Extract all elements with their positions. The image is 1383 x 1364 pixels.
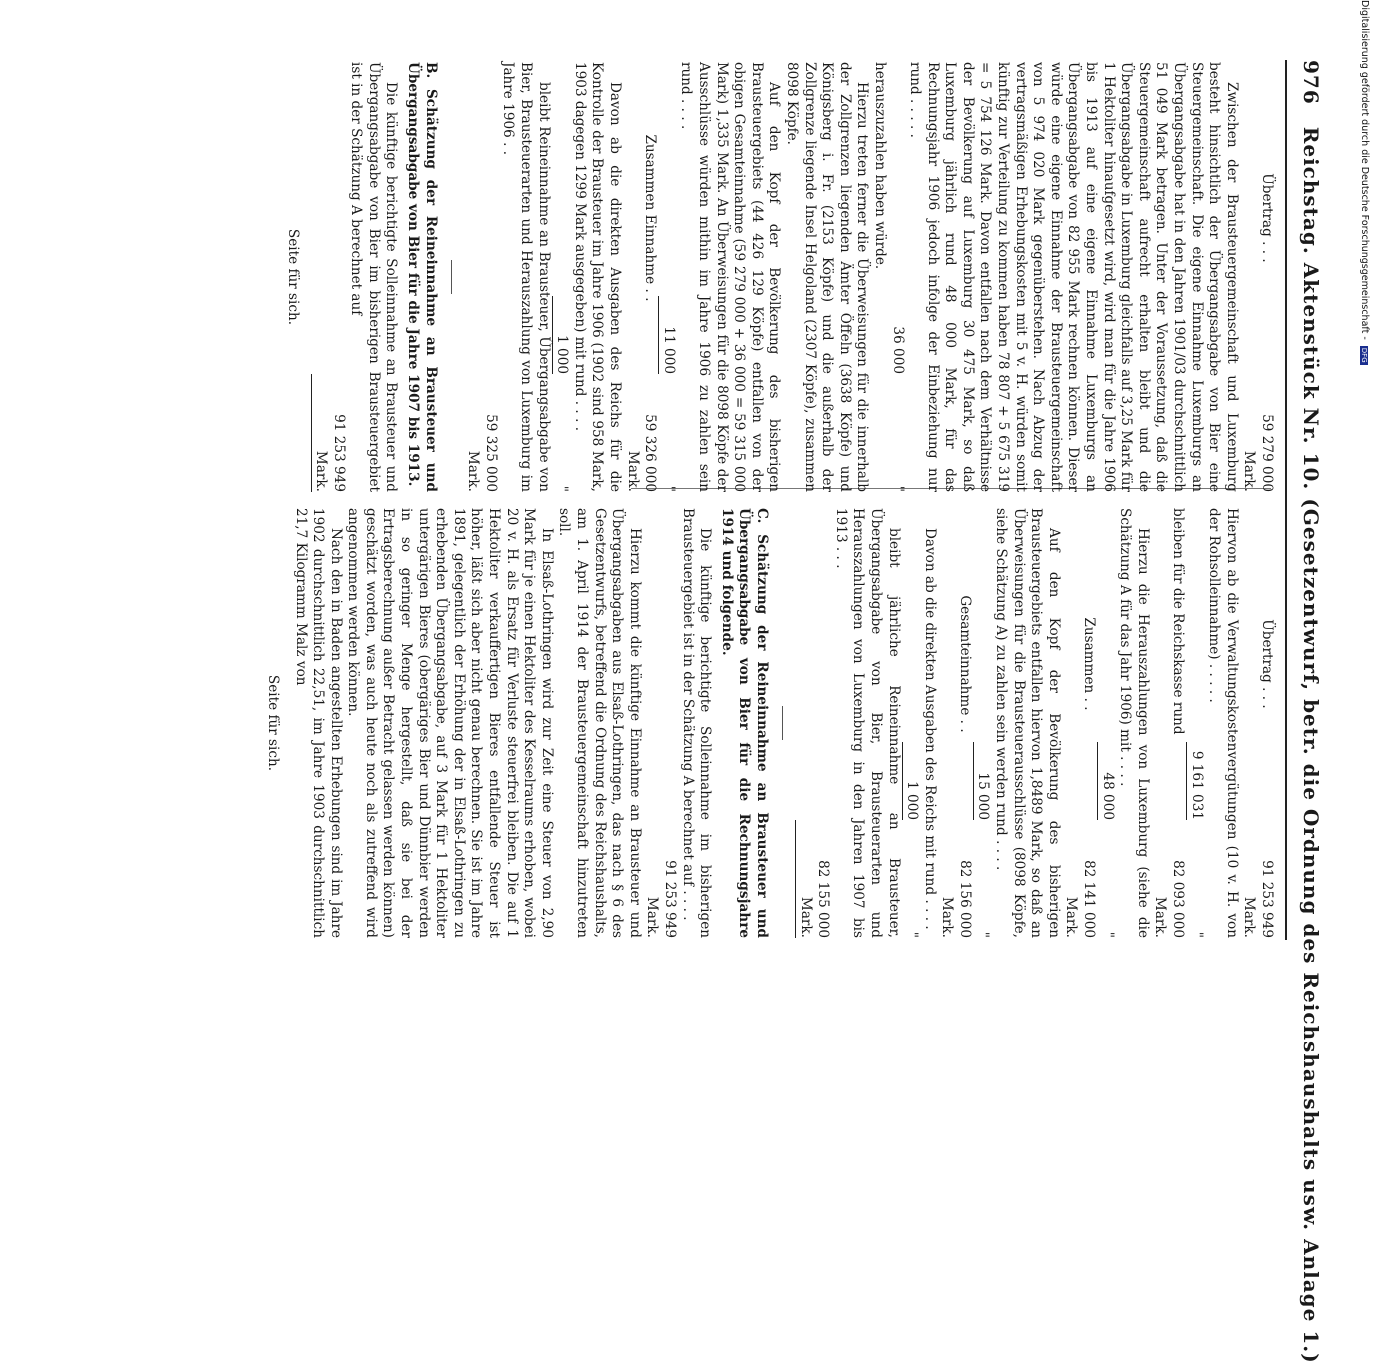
paragraph: bleibt jährliche Reineinnahme an Brausteuer, Übergangsabgabe von Bier, Brausteuerarten und Herauszahlungen von Luxemburg in den Jahren 1907 bis 1913 . . . xyxy=(832,508,902,938)
paragraph: Davon ab die direkten Ausgaben des Reichs für die Kontrolle der Brausteuer im Jahre 1906 (1902 sind 958 Mark, 1903 dagegen 1299 Mark ausgegeben) mit rund . . . . xyxy=(571,62,624,492)
carry-over-row: Übertrag . . . 59 279 000 Mark. xyxy=(1241,173,1275,492)
section-heading: C. Schätzung der Reineinnahme an Brausteuer und Übergangsabgabe von Bier für die Rechnungsjahre 1914 und folgende. xyxy=(718,508,770,938)
divider xyxy=(451,260,452,294)
page-title: Reichstag. Aktenstück Nr. 10. (Gesetzentwurf, betr. die Ordnung des Reichshaushalts usw. Anlage 1.) xyxy=(1299,126,1323,1364)
paragraph: In Elsaß-Lothringen wird zur Zeit eine Steuer von 2,90 Mark für je einen Hektoliter des Kesselraums erhoben, wobei 20 v. H. als Ersatz für Verluste steuerfrei bleiben. Die auf 1 Hektoliter verkauffertigen Bieres entfallende Steuer ist höher, läßt sich aber nicht genau berechnen. Sie ist im Jahre 1891, gelegentlich der Erhöhung der in Elsaß-Lothringen zu erhebenden Übergangsabgabe, auf 3 Mark für 1 Hektoliter untergärigen Bieres (obergäriges Bier und Dünnbier werden in so geringer Menge hergestellt, daß sie bei der Ertragsberechnung außer Betracht gelassen werden können) geschätzt worden, was auch heute noch als zutreffend wird angenommen werden können. xyxy=(345,508,555,938)
page-footer: Seite für sich. xyxy=(284,228,301,326)
carry-over-row: Übertrag . . . 91 253 949 Mark. xyxy=(1241,619,1275,938)
paragraph: Auf den Kopf der Bevölkerung des bisherigen Brausteuergebiets (44 426 129 Köpfe) entfallen von der obigen Gesamteinnahme (59 279 000 + 36 000 = 59 315 000 Mark) 1,335 Mark. An Überweisungen für die 8098 Köpfe der Ausschlüsse würden mithin im Jahre 1906 zu zahlen sein rund . . . . xyxy=(678,62,783,492)
digitization-credit: Digitalisierung gefördert durch die Deutsche Forschungsgemeinschaft - DFG xyxy=(1359,0,1370,363)
paragraph: bleibt Reineinnahme an Brausteuer, Übergangsabgabe von Bier, Brausteuerarten und Herauszahlung von Luxemburg im Jahre 1906 . . xyxy=(500,62,552,492)
page-header xyxy=(1299,60,1323,1364)
total-row: Zusammen . . 82 141 000 Mark. xyxy=(1063,617,1098,938)
page-footer: Seite für sich. xyxy=(264,674,281,772)
paragraph: Hierzu treten ferner die Überweisungen für die innerhalb der Zollgrenzen liegenden Ämter Öffeln (3638 Köpfe) und Königsberg i. Fr. (2153 Köpfe) und die außerhalb der Zollgrenze liegende Insel Helgoland (2307 Köpfe), zusammen 8098 Köpfe. xyxy=(783,62,871,492)
paragraph: Hiervon ab die Verwaltungskostenvergütungen (10 v. H. von der Rohsolleinnahme) . . . . . xyxy=(1206,508,1240,938)
page-number: 976 xyxy=(1299,60,1323,105)
paragraph: Auf den Kopf der Bevölkerung des bisherigen Brausteuergebiets entfallen hiervon 1,8489 Mark, so daß an Überweisungen für die Brausteuerausschlüsse (8098 Köpfe, siehe Schätzung A) zu zahlen sein werden rund . . . . xyxy=(993,508,1062,938)
dfg-logo-icon: DFG xyxy=(1360,347,1368,363)
paragraph: Davon ab die direkten Ausgaben des Reichs mit rund . . . . xyxy=(921,528,938,930)
divider xyxy=(782,706,783,740)
paragraph: Nach den in Baden angestellten Erhebungen sind im Jahre 1902 durchschnittlich 22,51, im Jahre 1903 durchschnittlich 21,7 Kilogramm Malz von xyxy=(292,508,344,938)
total-row: Zusammen Einnahme . . 59 326 000 Mark. xyxy=(624,134,659,492)
section-heading: B. Schätzung der Reineinnahme an Brausteuer und Übergangsabgabe von Bier für die Jahre 1907 bis 1913. xyxy=(405,62,439,492)
paragraph: Die künftige berichtigte Solleinnahme im bisherigen Brausteuergebiet ist in der Schätzung A berechnet auf . . . . xyxy=(679,508,714,938)
header-rule xyxy=(1285,60,1287,940)
paragraph: Hierzu kommt die künftige Einnahme an Brausteuer und Übergangsabgaben aus Elsaß-Lothringen, das nach § 6 des Gesetzentwurfs, betreffend die Ordnung des Reichshaushalts, am 1. April 1914 der Brausteuergemeinschaft hinzutreten soll. xyxy=(556,508,643,938)
right-column: Übertrag . . . 91 253 949 Mark. Hiervon ab die Verwaltungskostenvergütungen (10 v. H. von der Rohsolleinnahme) . . . . . 9 161 031 " bleiben für die Reichskasse rund 82 093 000 Mark. Hierzu die Herauszahlungen von Luxemburg (siehe die Schätzung A für das Jahr 1906) mit . . . . 48 000 " Zusammen . . 82 141 000 Mark. Auf den Kopf der Bevölkerung des bisherigen Brausteuergebiets entfallen hiervon 1,8489 Mark, so daß an Überweisungen für die Brausteuerausschlüsse (8098 Köpfe, siehe Schätzung A) zu zahlen sein werden rund . . . . 15 000 " Gesamteinnahme . . 82 156 000 Mark. Davon ab die direkten Ausgaben des Reichs mit rund . . . . 1 000 " bleibt jährliche Reineinnahme an Brausteuer, Übergangsabgabe von Bier, Brausteuerarten und Herauszahlungen von Luxemburg in den Jahren 1907 bis 1913 . . . 82 155 000 Mark. C. Schätzung der Reineinnahme an Brausteuer und Übergangsabgabe von Bier für die Rechnungsjahre 1914 und folgende. Die künftige berichtigte Solleinnahme im bisherigen Brausteuergebiet ist in der Schätzung A berechnet auf . . . . 91 253 949 Mark. Hierzu kommt die künftige Einnahme an Brausteuer und Übergangsabgaben aus Elsaß-Lothringen, das nach § 6 des Gesetzentwurfs, betreffend die Ordnung des Reichshaushalts, am 1. April 1914 der Brausteuergemeinschaft hinzutreten soll. In Elsaß-Lothringen wird zur Zeit eine Steuer von 2,90 Mark für je einen Hektoliter des Kesselraums erhoben, wobei 20 v. H. als Ersatz für Verluste steuerfrei bleiben. Die auf 1 Hektoliter verkauffertigen Bieres entfallende Steuer ist höher, läßt sich aber nicht genau berechnen. Sie ist im Jahre 1891, gelegentlich der Erhöhung der in Elsaß-Lothringen zu erhebenden Übergangsabgabe, auf 3 Mark für 1 Hektoliter untergärigen Bieres (obergäriges Bier und Dünnbier werden in so geringer Menge hergestellt, daß sie bei der Ertragsberechnung außer Betracht gelassen werden können) geschätzt worden, was auch heute noch als zutreffend wird angenommen werden können. Nach den in Baden angestellten Erhebungen sind im Jahre 1902 durchschnittlich 22,51, im Jahre 1903 durchschnittlich 21,7 Kilogramm Malz von Seite für sich. xyxy=(264,508,1275,938)
total-row: Gesamteinnahme . . 82 156 000 Mark. xyxy=(939,595,973,938)
left-column: Übertrag . . . 59 279 000 Mark. Zwischen der Brausteuergemeinschaft und Luxemburg besteht hinsichtlich der Übergangsabgabe von Bier eine Steuergemeinschaft. Die eigene Einnahme Luxemburgs an Übergangsabgabe hat in den Jahren 1901/03 durchschnittlich 51 049 Mark betragen. Unter der Voraussetzung, daß die Steuergemeinschaft aufrecht erhalten bleibt und die Übergangsabgabe in Luxemburg gleichfalls auf 3,25 Mark für 1 Hektoliter hinaufgesetzt wird, wird man für die Jahre 1906 bis 1913 auf eine eigene Einnahme Luxemburgs an Übergangsabgabe von 82 955 Mark rechnen können. Dieser würde eine eigene Einnahme der Brausteuergemeinschaft von 5 974 020 Mark gegenüberstehen. Nach Abzug der vertragsmäßigen Erhebungskosten mit 5 v. H. würden somit künftig zur Verteilung zu kommen haben 78 807 + 5 675 319 = 5 754 126 Mark. Davon entfallen nach dem Verhältnisse der Bevölkerung auf Luxemburg 30 475 Mark, so daß Luxemburg jährlich rund 48 000 Mark, für das Rechnungsjahr 1906 jedoch infolge der Einbeziehung nur rund . . . . . 36 000 " herauszuzahlen haben würde. Hierzu treten ferner die Überweisungen für die innerhalb der Zollgrenzen liegenden Ämter Öffeln (3638 Köpfe) und Königsberg i. Fr. (2153 Köpfe) und die außerhalb der Zollgrenze liegende Insel Helgoland (2307 Köpfe), zusammen 8098 Köpfe. Auf den Kopf der Bevölkerung des bisherigen Brausteuergebiets (44 426 129 Köpfe) entfallen von der obigen Gesamteinnahme (59 279 000 + 36 000 = 59 315 000 Mark) 1,335 Mark. An Überweisungen für die 8098 Köpfe der Ausschlüsse würden mithin im Jahre 1906 zu zahlen sein rund . . . . 11 000 " Zusammen Einnahme . . 59 326 000 Mark. Davon ab die direkten Ausgaben des Reichs für die Kontrolle der Brausteuer im Jahre 1906 (1902 sind 958 Mark, 1903 dagegen 1299 Mark ausgegeben) mit rund . . . . 1 000 " bleibt Reineinnahme an Brausteuer, Übergangsabgabe von Bier, Brausteuerarten und Herauszahlung von Luxemburg im Jahre 1906 . . 59 325 000 Mark. B. Schätzung der Reineinnahme an Brausteuer und Übergangsabgabe von Bier für die Jahre 1907 bis 1913. Die künftige berichtigte Solleinnahme an Brausteuer und Übergangsabgabe von Bier im bisherigen Brausteuergebiet ist in der Schätzung A berechnet auf 91 253 949 Mark. Seite für sich. xyxy=(284,62,1275,492)
paragraph: Zwischen der Brausteuergemeinschaft und Luxemburg besteht hinsichtlich der Übergangsabgabe von Bier eine Steuergemeinschaft. Die eigene Einnahme Luxemburgs an Übergangsabgabe hat in den Jahren 1901/03 durchschnittlich 51 049 Mark betragen. Unter der Voraussetzung, daß die Steuergemeinschaft aufrecht erhalten bleibt und die Übergangsabgabe in Luxemburg gleichfalls auf 3,25 Mark für 1 Hektoliter hinaufgesetzt wird, wird man für die Jahre 1906 bis 1913 auf eine eigene Einnahme Luxemburgs an Übergangsabgabe von 82 955 Mark rechnen können. Dieser würde eine eigene Einnahme der Brausteuergemeinschaft von 5 974 020 Mark gegenüberstehen. Nach Abzug der vertragsmäßigen Erhebungskosten mit 5 v. H. würden somit künftig zur Verteilung zu kommen haben 78 807 + 5 675 319 = 5 754 126 Mark. Davon entfallen nach dem Verhältnisse der Bevölkerung auf Luxemburg 30 475 Mark, so daß Luxemburg jährlich rund 48 000 Mark, für das Rechnungsjahr 1906 jedoch infolge der Einbeziehung nur rund . . . . . xyxy=(907,62,1240,492)
paragraph: Hierzu die Herauszahlungen von Luxemburg (siehe die Schätzung A für das Jahr 1906) mit . . . . xyxy=(1117,508,1151,938)
paragraph: Die künftige berichtigte Solleinnahme an Brausteuer und Übergangsabgabe von Bier im bisherigen Brausteuergebiet ist in der Schätzung A berechnet auf xyxy=(348,62,400,492)
paragraph: herauszuzahlen haben würde. xyxy=(871,62,888,270)
